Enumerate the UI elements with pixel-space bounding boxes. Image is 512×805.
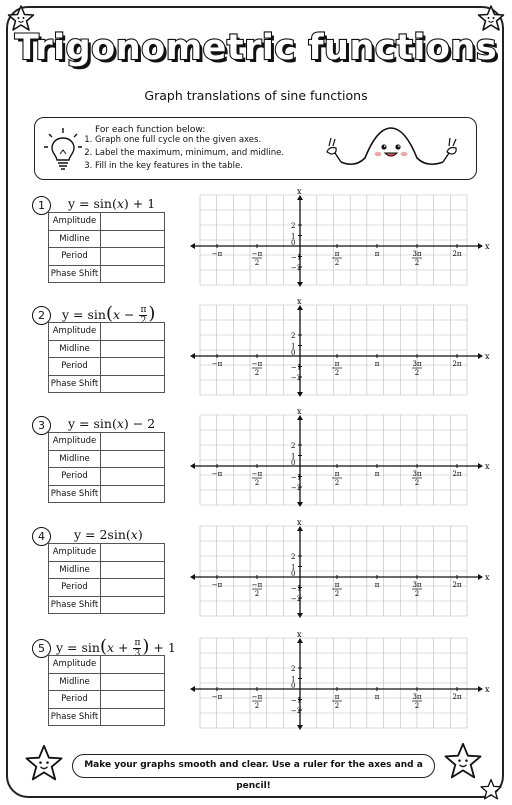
table-row	[49, 691, 165, 709]
feature-label: Midline	[49, 450, 101, 468]
y-tick-label: 2	[291, 442, 296, 450]
page-title: Trigonometric functions	[14, 28, 498, 68]
x-tick-label: 2π	[452, 470, 462, 478]
y-tick-label: −2	[291, 595, 302, 603]
star-icon	[23, 743, 65, 785]
y-tick-label: 2	[291, 222, 296, 230]
table-row	[49, 673, 165, 691]
x-tick-label: 2π	[452, 581, 462, 589]
svg-text:3π: 3π	[412, 360, 422, 368]
problem-number: 5	[32, 639, 51, 658]
feature-answer-cell[interactable]	[101, 544, 165, 562]
arrow-icon	[297, 613, 303, 618]
svg-text:π: π	[334, 693, 340, 701]
feature-answer-cell[interactable]	[101, 561, 165, 579]
instruction-step: 2. Label the maximum, minimum, and midline.	[95, 147, 284, 160]
x-tick-label: π	[374, 360, 380, 368]
coordinate-grid	[192, 297, 492, 405]
x-axis-label: x	[485, 242, 490, 251]
feature-label: Phase Shift	[49, 375, 101, 393]
y-tick-label: −1	[291, 584, 302, 593]
x-tick-label	[252, 470, 263, 487]
x-tick-label	[412, 693, 422, 710]
table-row	[49, 323, 165, 341]
arrow-icon	[478, 463, 483, 469]
coordinate-grid	[192, 407, 492, 515]
feature-label: Period	[49, 468, 101, 486]
svg-text:2: 2	[254, 590, 260, 598]
table-row	[49, 248, 165, 266]
page-subtitle: Graph translations of sine functions	[144, 88, 368, 103]
x-tick-label	[412, 470, 422, 487]
feature-label: Period	[49, 691, 101, 709]
table-row	[49, 485, 165, 503]
svg-text:3π: 3π	[412, 581, 422, 589]
feature-label: Midline	[49, 230, 101, 248]
feature-label: Phase Shift	[49, 485, 101, 503]
problem-number: 4	[32, 527, 51, 546]
feature-answer-cell[interactable]	[101, 265, 165, 283]
problem-number: 3	[32, 416, 51, 435]
instruction-step: 3. Fill in the key features in the table.	[95, 160, 284, 173]
feature-answer-cell[interactable]	[101, 673, 165, 691]
arrow-icon	[478, 574, 483, 580]
x-tick-label: π	[374, 693, 380, 701]
problem-number: 2	[32, 306, 51, 325]
coordinate-grid	[192, 630, 492, 738]
arrow-icon	[190, 686, 195, 692]
problem-number: 1	[32, 196, 51, 215]
table-row	[49, 340, 165, 358]
arrow-icon	[190, 574, 195, 580]
svg-text:3π: 3π	[412, 250, 422, 258]
feature-answer-cell[interactable]	[101, 450, 165, 468]
svg-text:π: π	[334, 360, 340, 368]
problem-equation: y = sin(x + $\frac{\pi}{3}$ ) + 1	[56, 636, 176, 659]
feature-answer-cell[interactable]	[101, 468, 165, 486]
svg-text:2: 2	[334, 259, 340, 267]
problem-4	[32, 518, 490, 631]
table-row	[49, 708, 165, 726]
origin-label: 0	[291, 459, 296, 467]
svg-text:−π: −π	[251, 250, 263, 258]
x-tick-label: 2π	[452, 693, 462, 701]
svg-text:2: 2	[254, 479, 260, 487]
svg-text:2: 2	[334, 369, 340, 377]
svg-text:2: 2	[254, 369, 260, 377]
svg-text:2: 2	[414, 259, 420, 267]
table-row	[49, 468, 165, 486]
origin-label: 0	[291, 682, 296, 690]
arrow-icon	[190, 463, 195, 469]
problem-5	[32, 630, 490, 743]
y-axis-label: x	[297, 407, 302, 416]
feature-label: Amplitude	[49, 656, 101, 674]
problem-3	[32, 407, 490, 520]
y-tick-label: 2	[291, 665, 296, 673]
x-tick-label	[412, 250, 422, 267]
svg-text:−π: −π	[251, 693, 263, 701]
y-tick-label: 1	[291, 232, 296, 241]
table-row	[49, 656, 165, 674]
arrow-icon	[478, 686, 483, 692]
star-icon	[442, 741, 484, 783]
table-row	[49, 230, 165, 248]
problem-equation: y = sin(x − $\frac{\pi}{2}$ )	[62, 303, 156, 326]
feature-answer-cell[interactable]	[101, 433, 165, 451]
svg-text:π: π	[334, 581, 340, 589]
origin-label: 0	[291, 570, 296, 578]
svg-text:3π: 3π	[412, 693, 422, 701]
sine-wave-mascot	[323, 124, 461, 176]
x-tick-label	[412, 360, 422, 377]
feature-label: Amplitude	[49, 433, 101, 451]
svg-text:2: 2	[414, 479, 420, 487]
arrow-icon	[297, 502, 303, 507]
table-row	[49, 358, 165, 376]
key-features-table	[48, 212, 165, 283]
feature-answer-cell[interactable]	[101, 213, 165, 231]
x-tick-label	[252, 250, 263, 267]
feature-answer-cell[interactable]	[101, 230, 165, 248]
x-axis-label: x	[485, 573, 490, 582]
x-tick-label	[412, 581, 422, 598]
feature-label: Amplitude	[49, 323, 101, 341]
feature-answer-cell[interactable]	[101, 596, 165, 614]
lightbulb-icon	[43, 126, 83, 172]
x-tick-label: −π	[211, 250, 223, 258]
feature-label: Period	[49, 358, 101, 376]
y-axis-label: x	[297, 187, 302, 196]
y-tick-label: 2	[291, 332, 296, 340]
arrow-icon	[297, 392, 303, 397]
y-axis-label: x	[297, 518, 302, 527]
problem-equation: y = sin(x) − 2	[68, 416, 156, 431]
key-features-table	[48, 543, 165, 614]
table-row	[49, 579, 165, 597]
x-tick-label: −π	[211, 581, 223, 589]
x-tick-label: −π	[211, 360, 223, 368]
table-row	[49, 450, 165, 468]
instructions-list	[80, 134, 284, 173]
feature-answer-cell[interactable]	[101, 708, 165, 726]
problem-1	[32, 187, 490, 300]
arrow-icon	[190, 353, 195, 359]
problem-equation: y = 2sin(x)	[74, 527, 143, 542]
svg-text:2: 2	[414, 369, 420, 377]
x-tick-label	[252, 581, 263, 598]
y-tick-label: 1	[291, 342, 296, 351]
feature-answer-cell[interactable]	[101, 375, 165, 393]
feature-label: Period	[49, 248, 101, 266]
y-tick-label: −2	[291, 707, 302, 715]
svg-text:π: π	[334, 470, 340, 478]
feature-answer-cell[interactable]	[101, 579, 165, 597]
coordinate-grid	[192, 518, 492, 626]
x-tick-label: −π	[211, 470, 223, 478]
y-axis-label: x	[297, 297, 302, 306]
feature-label: Midline	[49, 340, 101, 358]
feature-label: Midline	[49, 673, 101, 691]
feature-label: Amplitude	[49, 213, 101, 231]
instruction-step: 1. Graph one full cycle on the given axes.	[95, 134, 284, 147]
y-tick-label: −1	[291, 253, 302, 262]
table-row	[49, 433, 165, 451]
table-row	[49, 265, 165, 283]
svg-text:−π: −π	[251, 581, 263, 589]
y-tick-label: −1	[291, 473, 302, 482]
svg-text:2: 2	[414, 702, 420, 710]
svg-text:2: 2	[254, 259, 260, 267]
y-tick-label: 2	[291, 553, 296, 561]
problem-2	[32, 297, 490, 410]
x-tick-label: π	[374, 581, 380, 589]
svg-text:2: 2	[334, 590, 340, 598]
coordinate-grid	[192, 187, 492, 295]
arrow-icon	[297, 725, 303, 730]
origin-label: 0	[291, 239, 296, 247]
footer-note: Make your graphs smooth and clear. Use a ruler for the axes and a pencil!	[72, 754, 435, 778]
svg-text:2: 2	[334, 702, 340, 710]
feature-answer-cell[interactable]	[101, 340, 165, 358]
feature-label: Phase Shift	[49, 708, 101, 726]
y-tick-label: −2	[291, 374, 302, 382]
table-row	[49, 213, 165, 231]
star-icon	[479, 778, 503, 802]
table-row	[49, 561, 165, 579]
arrow-icon	[478, 243, 483, 249]
y-tick-label: −2	[291, 484, 302, 492]
origin-label: 0	[291, 349, 296, 357]
feature-label: Midline	[49, 561, 101, 579]
x-axis-label: x	[485, 462, 490, 471]
svg-text:π: π	[334, 250, 340, 258]
feature-answer-cell[interactable]	[101, 248, 165, 266]
arrow-icon	[478, 353, 483, 359]
table-row	[49, 544, 165, 562]
x-tick-label: 2π	[452, 250, 462, 258]
x-tick-label: 2π	[452, 360, 462, 368]
feature-answer-cell[interactable]	[101, 691, 165, 709]
svg-text:2: 2	[414, 590, 420, 598]
y-axis-label: x	[297, 630, 302, 639]
x-axis-label: x	[485, 352, 490, 361]
svg-text:2: 2	[334, 479, 340, 487]
x-tick-label	[252, 360, 263, 377]
arrow-icon	[190, 243, 195, 249]
feature-label: Period	[49, 579, 101, 597]
arrow-icon	[297, 282, 303, 287]
x-axis-label: x	[485, 685, 490, 694]
table-row	[49, 596, 165, 614]
x-tick-label: −π	[211, 693, 223, 701]
y-tick-label: −1	[291, 696, 302, 705]
feature-answer-cell[interactable]	[101, 323, 165, 341]
y-tick-label: −1	[291, 363, 302, 372]
feature-answer-cell[interactable]	[101, 656, 165, 674]
feature-label: Amplitude	[49, 544, 101, 562]
y-tick-label: 1	[291, 452, 296, 461]
feature-label: Phase Shift	[49, 265, 101, 283]
instructions-box	[34, 117, 477, 180]
instructions-heading: For each function below:	[95, 125, 206, 135]
feature-answer-cell[interactable]	[101, 485, 165, 503]
svg-text:−π: −π	[251, 360, 263, 368]
svg-text:2: 2	[254, 702, 260, 710]
x-tick-label	[252, 693, 263, 710]
x-tick-label: π	[374, 470, 380, 478]
problem-equation: y = sin(x) + 1	[68, 196, 156, 211]
feature-label: Phase Shift	[49, 596, 101, 614]
key-features-table	[48, 432, 165, 503]
y-tick-label: 1	[291, 563, 296, 572]
svg-text:−π: −π	[251, 470, 263, 478]
svg-text:3π: 3π	[412, 470, 422, 478]
x-tick-label: π	[374, 250, 380, 258]
key-features-table	[48, 322, 165, 393]
y-tick-label: −2	[291, 264, 302, 272]
feature-answer-cell[interactable]	[101, 358, 165, 376]
y-tick-label: 1	[291, 675, 296, 684]
key-features-table	[48, 655, 165, 726]
table-row	[49, 375, 165, 393]
